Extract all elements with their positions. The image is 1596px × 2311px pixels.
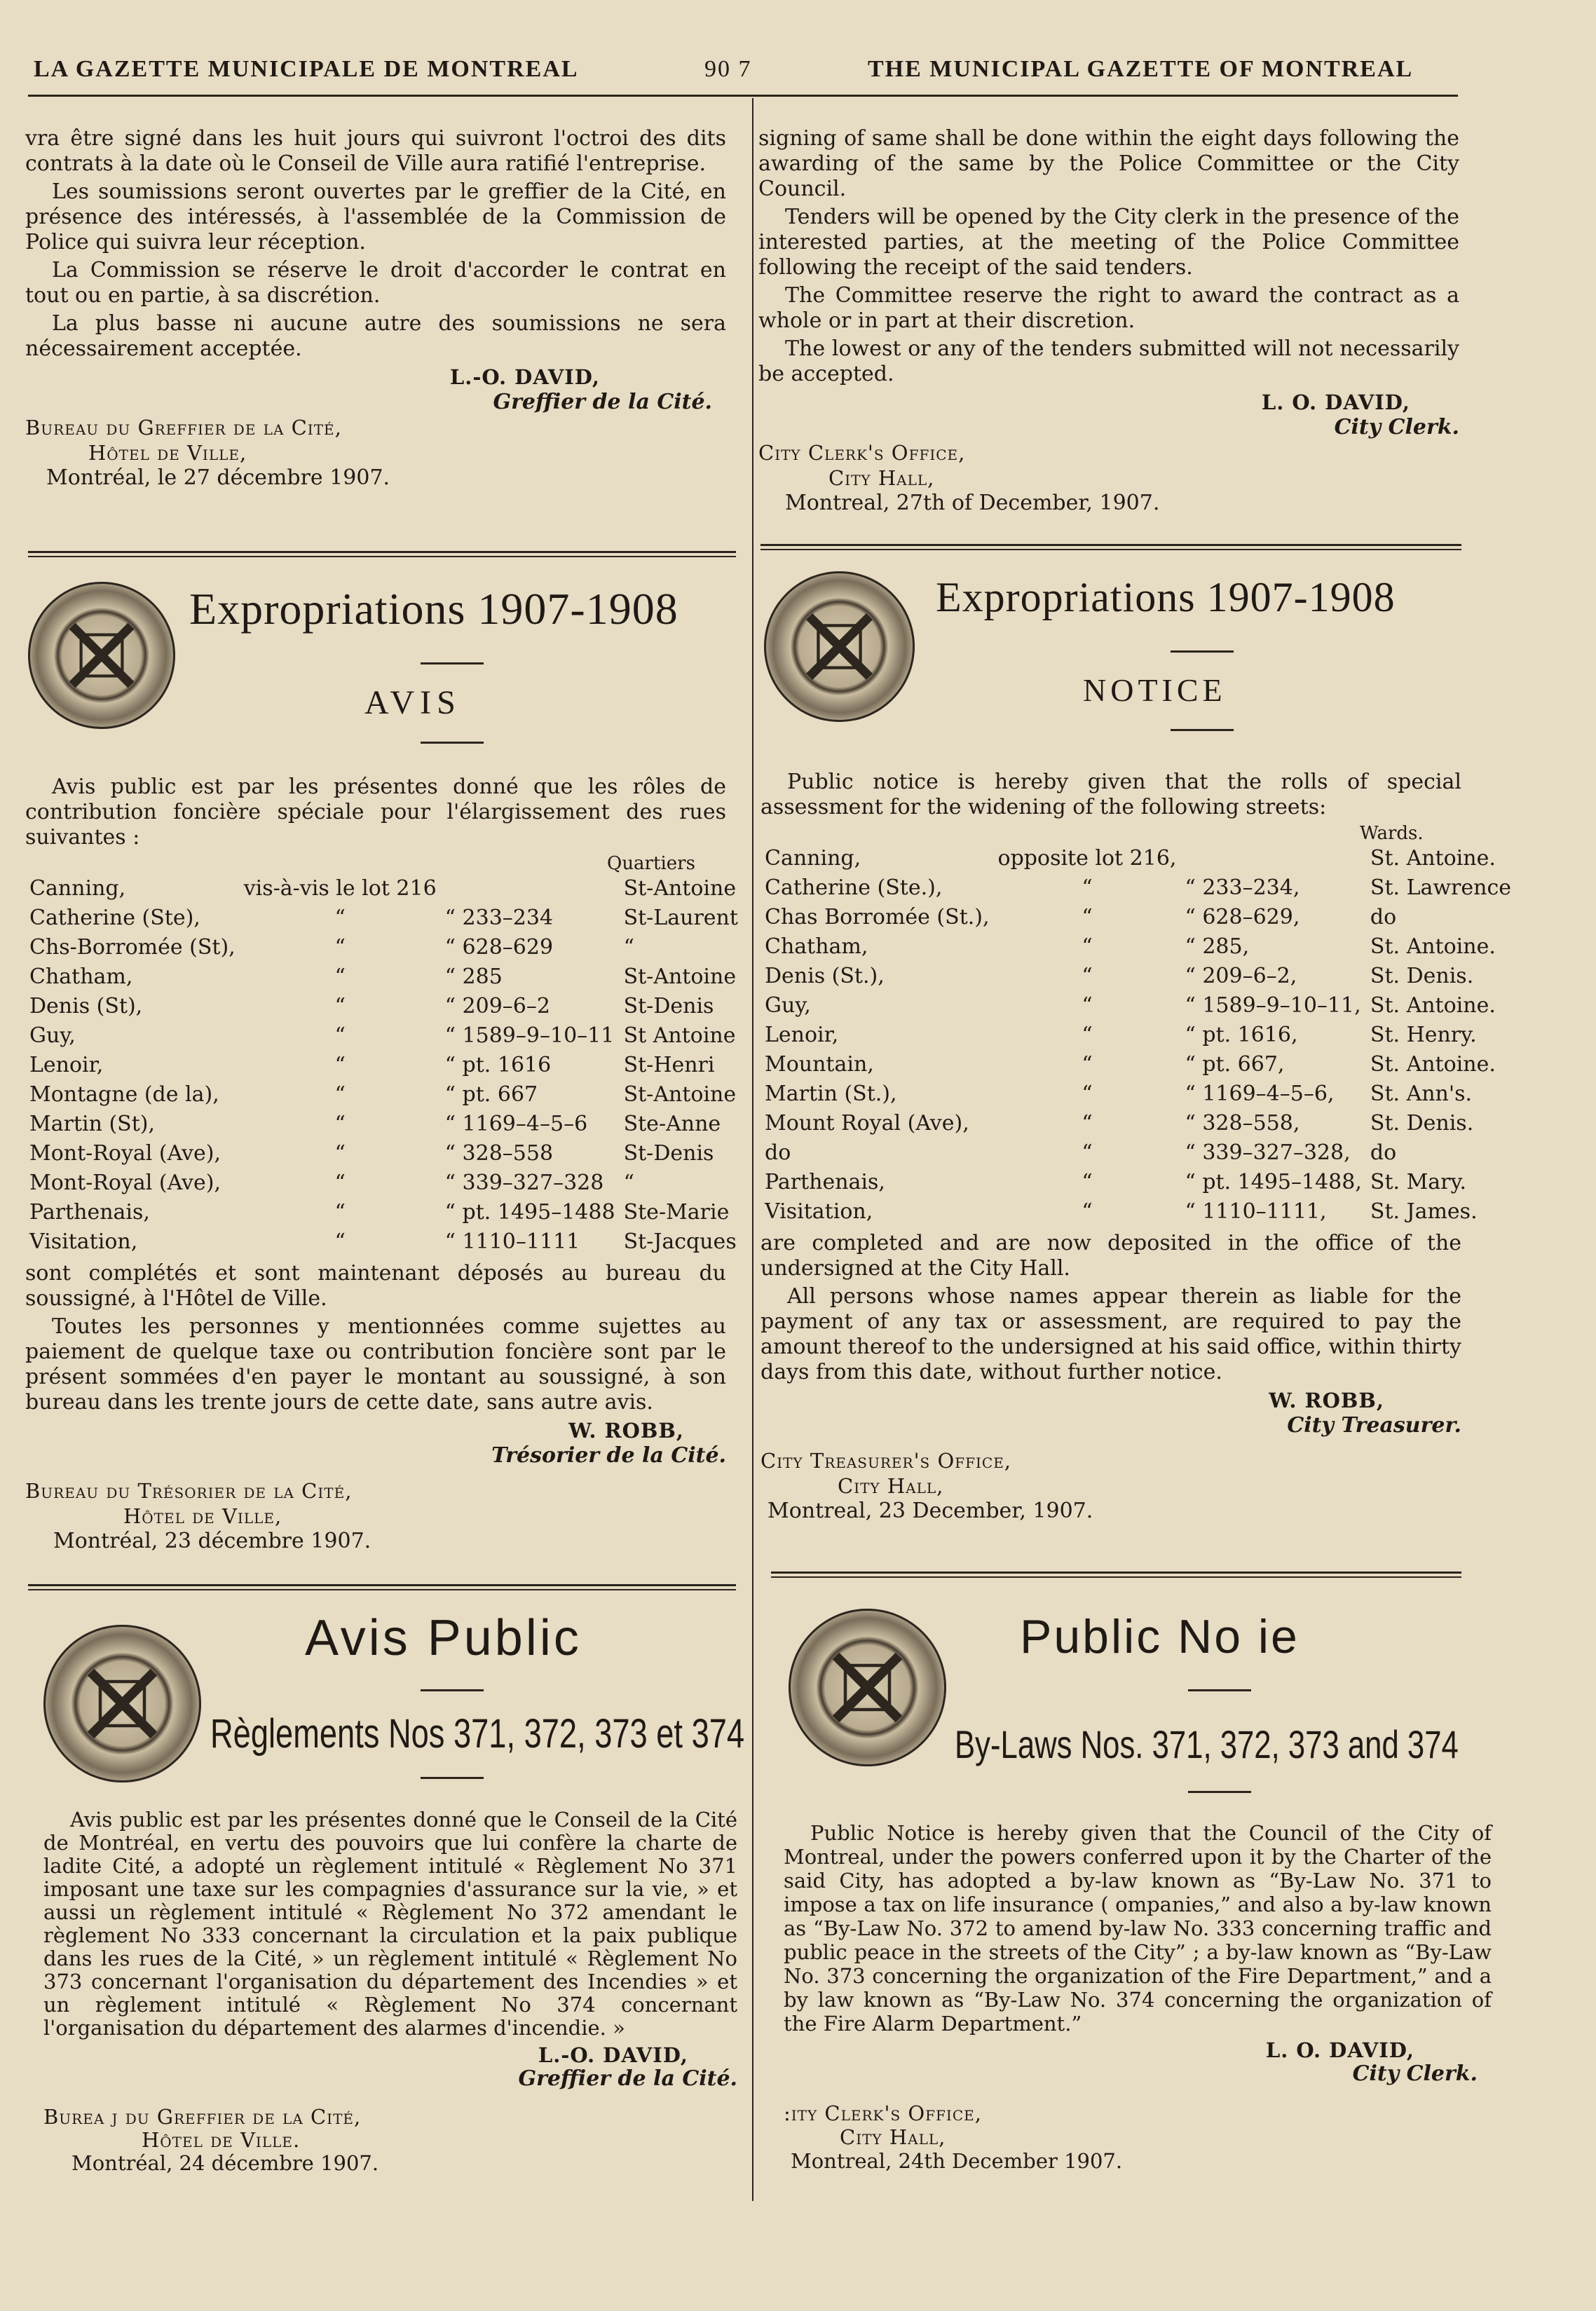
public-notice-subtitle: By-Laws Nos. 371, 372, 373 and 374 — [955, 1722, 1459, 1766]
exp-fr-col-header: Quartiers — [607, 853, 695, 874]
street-row — [25, 1080, 742, 1110]
top-en-p1: signing of same shall be done within the eight days following the awarding of the same by the Police Committee or the City Council. — [758, 126, 1459, 201]
top-fr-office: Bureau du Greffier de la Cité, — [25, 416, 342, 439]
street-ward-cell: St-Antoine — [623, 964, 737, 989]
exp-fr-subtitle-rule — [421, 742, 484, 744]
street-ward-cell: St. Mary. — [1370, 1170, 1467, 1194]
street-b-cell: “ 1169–4–5–6, — [1185, 1082, 1335, 1106]
street-b-cell: “ 1110–1111, — [1185, 1199, 1327, 1224]
avis-public-hall: Hôtel de Ville. — [142, 2128, 301, 2152]
street-row — [761, 932, 1515, 962]
avis-public-notice — [43, 1808, 737, 2175]
top-en-signer: L. O. DAVID, — [1261, 390, 1410, 414]
street-row — [761, 903, 1515, 932]
exp-fr-title-rule — [421, 662, 484, 664]
exp-en-date: Montreal, 23 December, 1907. — [768, 1499, 1093, 1523]
street-row — [761, 991, 1515, 1021]
street-b-cell: “ 328–558 — [444, 1141, 554, 1166]
street-b-cell: “ 1589–9–10–11 — [444, 1023, 615, 1048]
street-street-cell: Visitation, — [765, 1199, 873, 1224]
street-b-cell: “ 328–558, — [1185, 1111, 1300, 1136]
street-ward-cell: St. Denis. — [1370, 964, 1474, 988]
street-b-cell: “ 285 — [444, 964, 503, 989]
street-a-cell: “ — [1082, 1111, 1093, 1136]
street-street-cell: Parthenais, — [29, 1200, 150, 1225]
street-row — [761, 1138, 1515, 1168]
column-divider — [752, 98, 753, 2201]
street-a-cell: “ — [1082, 964, 1093, 988]
exp-en-subtitle: NOTICE — [1083, 672, 1227, 708]
street-street-cell: Canning, — [765, 846, 861, 871]
street-ward-cell: St-Henri — [623, 1053, 715, 1077]
street-b-cell: “ pt. 1616 — [444, 1053, 552, 1077]
street-b-cell: “ 1169–4–5–6 — [444, 1112, 588, 1136]
top-en-signer-title: City Clerk. — [1334, 415, 1459, 439]
exp-en-body — [761, 770, 1512, 1524]
street-street-cell: Mountain, — [765, 1052, 874, 1077]
top-en-date: Montreal, 27th of December, 1907. — [785, 491, 1160, 515]
public-notice-office: :ity Clerk's Office, — [784, 2101, 982, 2125]
street-ward-cell: St-Laurent — [623, 906, 738, 930]
top-fr-notice — [25, 126, 726, 491]
street-ward-cell: St-Denis — [623, 994, 714, 1018]
top-fr-p4: La plus basse ni aucune autre des soumissions ne sera nécessairement acceptée. — [25, 311, 726, 361]
street-street-cell: Parthenais, — [765, 1170, 885, 1194]
street-a-cell: vis-à-vis le lot 216 — [243, 876, 437, 901]
street-street-cell: Mont-Royal (Ave), — [29, 1141, 221, 1166]
street-street-cell: Lenoir, — [29, 1053, 104, 1077]
street-b-cell: “ 628–629 — [444, 935, 554, 960]
exp-fr-body — [25, 775, 738, 1554]
street-row — [25, 1051, 742, 1080]
street-b-cell: “ 285, — [1185, 934, 1250, 959]
street-row — [761, 873, 1515, 903]
avis-public-title: Avis Public — [305, 1610, 582, 1666]
avis-public-subtitle-rule — [421, 1777, 484, 1779]
street-row — [25, 1021, 742, 1051]
street-a-cell: “ — [1082, 993, 1093, 1018]
exp-fr-after1: sont complétés et sont maintenant déposés au bureau du soussigné, à l'Hôtel de Ville. — [25, 1261, 726, 1311]
exp-fr-office: Bureau du Trésorier de la Cité, — [25, 1479, 353, 1503]
street-row — [25, 1198, 742, 1227]
section-rule-fr-2b — [28, 1589, 736, 1590]
street-street-cell: Chatham, — [765, 934, 868, 959]
city-seal-icon — [789, 1609, 946, 1766]
street-ward-cell: St. Antoine. — [1370, 846, 1496, 871]
street-a-cell: “ — [334, 1171, 346, 1195]
street-a-cell: “ — [1082, 934, 1093, 959]
street-a-cell: “ — [334, 935, 346, 960]
street-row — [761, 962, 1515, 991]
exp-en-office: City Treasurer's Office, — [761, 1449, 1012, 1473]
street-ward-cell: St-Antoine — [623, 876, 737, 901]
street-street-cell: Guy, — [765, 993, 811, 1018]
street-a-cell: “ — [334, 1023, 346, 1048]
street-b-cell: “ 1110–1111 — [444, 1229, 580, 1254]
street-street-cell: Montagne (de la), — [29, 1082, 219, 1107]
street-ward-cell: St. Henry. — [1370, 1023, 1477, 1047]
street-a-cell: “ — [334, 964, 346, 989]
street-row — [25, 1110, 742, 1139]
street-a-cell: “ — [334, 994, 346, 1018]
street-street-cell: Martin (St), — [29, 1112, 156, 1136]
street-street-cell: Lenoir, — [765, 1023, 839, 1047]
header-rule — [28, 95, 1458, 97]
section-rule-fr-2 — [28, 1584, 736, 1586]
street-row — [25, 933, 742, 962]
street-b-cell: “ pt. 667 — [444, 1082, 538, 1107]
street-street-cell: Chatham, — [29, 964, 133, 989]
street-ward-cell: St. Antoine. — [1370, 934, 1496, 959]
street-b-cell: “ 339–327–328, — [1185, 1140, 1351, 1165]
street-ward-cell: do — [1370, 905, 1397, 929]
street-b-cell: “ 233–234, — [1185, 875, 1300, 900]
street-a-cell: “ — [1082, 1023, 1093, 1047]
top-fr-signer-title: Greffier de la Cité. — [493, 390, 712, 414]
street-row — [25, 1139, 742, 1168]
top-fr-p2: Les soumissions seront ouvertes par le greffier de la Cité, en présence des intéressés, à l'assemblée de la Commission de Police qui suivra leur réception. — [25, 179, 726, 254]
street-b-cell — [441, 874, 620, 904]
top-en-notice — [758, 126, 1459, 516]
public-notice-body: Public Notice is hereby given that the Council of the City of Montreal, under the powers conferred upon it by the Charter of the said City, has adopted a by-law known as “By-Law No. 371 to impose a tax on life insurance ( ompanies,” and also a by-law known as “By-Law No. 372 to amend by-law No. 333 concerning traffic and public peace in the streets of the City” ; a by-law known as “By-Law No. 373 concerning the organization of the Fire Department,” and a by law known as “By-Law No. 374 concerning the organization of the Fire Alarm Department.” — [784, 1821, 1492, 2036]
section-rule-fr-1 — [28, 551, 736, 553]
page-number: 90 7 — [704, 56, 752, 82]
city-seal-icon — [764, 571, 915, 722]
exp-fr-signer: W. ROBB, — [568, 1419, 684, 1443]
street-a-cell: “ — [334, 1200, 346, 1225]
street-b-cell: “ 628–629, — [1185, 905, 1300, 929]
public-notice-signer: L. O. DAVID, — [1265, 2038, 1414, 2062]
street-ward-cell: St-Denis — [623, 1141, 714, 1166]
street-a-cell: “ — [1082, 875, 1093, 900]
avis-public-office: Burea j du Greffier de la Cité, — [43, 2105, 362, 2129]
avis-public-body: Avis public est par les présentes donné que le Conseil de la Cité de Montréal, en vertu des pouvoirs que lui confère la charte de ladite Cité, a adopté un règlement intitulé « Règlement No 371 imposant une taxe sur les compagnies d'assurance sur la vie, » et aussi un règlement intitulé « Règlement No 372 amendant le règlement No 333 concernant la circulation et la paix publique dans les rues de la Cité, » un règlement intitulé « Règlement No 373 concernant l'organisation du département des Incendies » et un règlement intitulé « Règlement No 374 concernant l'organisation du département des alarmes d'incendie. » — [43, 1808, 737, 2040]
street-street-cell: Chas Borromée (St.), — [765, 905, 990, 929]
city-seal-icon — [43, 1625, 201, 1782]
exp-en-subtitle-rule — [1171, 729, 1234, 731]
top-fr-p1: vra être signé dans les huit jours qui suivront l'octroi des dits contrats à la date où le Conseil de Ville aura ratifié l'entreprise. — [25, 126, 726, 176]
street-a-cell: “ — [334, 1053, 346, 1077]
street-ward-cell: “ — [623, 935, 634, 960]
street-street-cell: Catherine (Ste), — [29, 906, 200, 930]
street-row — [761, 1168, 1515, 1197]
street-street-cell: Denis (St.), — [765, 964, 885, 988]
street-ward-cell: St-Jacques — [623, 1229, 737, 1254]
street-a-cell: “ — [1082, 905, 1093, 929]
section-rule-en-1 — [761, 544, 1461, 546]
street-b-cell: “ 339–327–328 — [444, 1171, 604, 1195]
exp-fr-subtitle: AVIS — [364, 684, 461, 721]
street-street-cell: Mont-Royal (Ave), — [29, 1171, 221, 1195]
section-rule-en-1b — [761, 549, 1461, 550]
exp-en-hall: City Hall, — [838, 1474, 944, 1498]
street-row — [761, 1197, 1515, 1227]
street-ward-cell: St-Antoine — [623, 1082, 737, 1107]
street-ward-cell: St. Denis. — [1370, 1111, 1474, 1136]
exp-en-intro: Public notice is hereby given that the rolls of special assessment for the widening of the following streets: — [761, 770, 1461, 819]
header-left: LA GAZETTE MUNICIPALE DE MONTREAL — [34, 56, 579, 82]
exp-en-street-table — [761, 844, 1515, 1227]
street-b-cell: “ 1589–9–10–11, — [1185, 993, 1361, 1018]
exp-fr-date: Montréal, 23 décembre 1907. — [53, 1529, 371, 1553]
exp-fr-title: Expropriations 1907-1908 — [189, 584, 678, 634]
street-row — [25, 1168, 742, 1198]
street-row — [25, 962, 742, 992]
public-notice-subtitle-rule — [1188, 1791, 1251, 1793]
street-row — [761, 1050, 1515, 1079]
street-a-cell: “ — [334, 1141, 346, 1166]
street-ward-cell: St. Antoine. — [1370, 1052, 1496, 1077]
section-rule-en-2b — [771, 1576, 1461, 1578]
avis-public-date: Montréal, 24 décembre 1907. — [71, 2151, 379, 2175]
exp-fr-hall: Hôtel de Ville, — [123, 1504, 282, 1528]
public-notice-title: Public No ie — [1020, 1610, 1300, 1663]
top-fr-p3: La Commission se réserve le droit d'accorder le contrat en tout ou en partie, à sa discrétion. — [25, 258, 726, 308]
street-street-cell: Visitation, — [29, 1229, 138, 1254]
street-a-cell: “ — [1082, 1082, 1093, 1106]
public-notice-signer-title: City Clerk. — [1352, 2061, 1478, 2086]
street-row — [761, 844, 1515, 873]
street-b-cell — [1180, 844, 1365, 873]
street-a-cell: “ — [334, 1082, 346, 1107]
exp-en-after1: are completed and are now deposited in the office of the undersigned at the City Hall. — [761, 1231, 1461, 1281]
top-en-p4: The lowest or any of the tenders submitted will not necessarily be accepted. — [758, 336, 1459, 386]
exp-fr-after2: Toutes les personnes y mentionnées comme sujettes au paiement de quelque taxe ou contribution foncière sont par le présent sommées d'en payer le montant au soussigné, à son bureau dans les trente jours de cette date, sans autre avis. — [25, 1314, 726, 1414]
street-ward-cell: Ste-Anne — [623, 1112, 721, 1136]
exp-en-signer: W. ROBB, — [1269, 1389, 1384, 1412]
exp-en-title: Expropriations 1907-1908 — [936, 574, 1396, 620]
street-a-cell: “ — [334, 1229, 346, 1254]
street-a-cell: “ — [334, 1112, 346, 1136]
top-en-hall: City Hall, — [828, 466, 935, 490]
public-notice-notice — [784, 1821, 1492, 2173]
street-ward-cell: St Antoine — [623, 1023, 736, 1048]
street-ward-cell: St. James. — [1370, 1199, 1478, 1224]
street-row — [25, 1227, 742, 1257]
top-fr-hall: Hôtel de Ville, — [88, 441, 247, 465]
street-street-cell: Mount Royal (Ave), — [765, 1111, 969, 1136]
street-street-cell: Denis (St), — [29, 994, 143, 1018]
street-a-cell: “ — [1082, 1170, 1093, 1194]
avis-public-signer-title: Greffier de la Cité. — [518, 2066, 737, 2091]
street-street-cell: Martin (St.), — [765, 1082, 897, 1106]
public-notice-title-rule — [1188, 1689, 1251, 1691]
street-ward-cell: St. Lawrence — [1370, 875, 1512, 900]
street-b-cell: “ 233–234 — [444, 906, 554, 930]
street-street-cell: Chs-Borromée (St), — [29, 935, 236, 960]
top-en-p2: Tenders will be opened by the City clerk in the presence of the interested parties, at the meeting of the Police Committee following the receipt of the said tenders. — [758, 205, 1459, 280]
street-row — [25, 904, 742, 933]
top-en-p3: The Committee reserve the right to award the contract as a whole or in part at their discretion. — [758, 283, 1459, 333]
street-b-cell: “ pt. 1495–1488, — [1185, 1170, 1362, 1194]
street-ward-cell: St. Ann's. — [1370, 1082, 1473, 1106]
street-b-cell: “ 209–6–2, — [1185, 964, 1297, 988]
exp-fr-signer-title: Trésorier de la Cité. — [491, 1443, 726, 1468]
exp-en-signer-title: City Treasurer. — [1287, 1413, 1461, 1438]
street-a-cell: “ — [1082, 1052, 1093, 1077]
street-ward-cell: “ — [623, 1171, 634, 1195]
street-row — [761, 1079, 1515, 1109]
street-row — [761, 1109, 1515, 1138]
top-en-office: City Clerk's Office, — [758, 441, 966, 465]
avis-public-signer: L.-O. DAVID, — [538, 2043, 688, 2067]
street-b-cell: “ 209–6–2 — [444, 994, 550, 1018]
street-b-cell: “ pt. 667, — [1185, 1052, 1285, 1077]
avis-public-title-rule — [421, 1689, 484, 1691]
section-rule-en-2 — [771, 1572, 1461, 1574]
street-street-cell: Catherine (Ste.), — [765, 875, 943, 900]
public-notice-hall: City Hall, — [840, 2125, 946, 2149]
avis-public-subtitle: Règlements Nos 371, 372, 373 et 374 — [210, 1711, 745, 1757]
street-a-cell: “ — [334, 906, 346, 930]
street-a-cell: “ — [1082, 1199, 1093, 1224]
street-b-cell: “ pt. 1616, — [1185, 1023, 1298, 1047]
exp-fr-street-table — [25, 874, 742, 1257]
exp-en-after2: All persons whose names appear therein as liable for the payment of any tax or assessment, are required to pay the amount thereof to the undersigned at his said office, within thirty days from this date, without further notice. — [761, 1284, 1461, 1384]
street-street-cell: do — [765, 1140, 791, 1165]
street-row — [25, 992, 742, 1021]
street-row — [25, 874, 742, 904]
exp-fr-intro: Avis public est par les présentes donné que les rôles de contribution foncière spéciale pour l'élargissement des rues suivantes : — [25, 775, 726, 850]
section-rule-fr-1b — [28, 556, 736, 557]
street-b-cell: “ pt. 1495–1488 — [444, 1200, 615, 1225]
street-row — [761, 1021, 1515, 1050]
top-fr-signer: L.-O. DAVID, — [449, 365, 600, 389]
header-right: THE MUNICIPAL GAZETTE OF MONTREAL — [868, 56, 1414, 82]
street-street-cell: Guy, — [29, 1023, 76, 1048]
exp-en-title-rule — [1171, 650, 1234, 653]
city-seal-icon — [28, 582, 175, 729]
street-ward-cell: St. Antoine. — [1370, 993, 1496, 1018]
public-notice-date: Montreal, 24th December 1907. — [791, 2149, 1123, 2173]
top-fr-date: Montréal, le 27 décembre 1907. — [46, 465, 390, 490]
street-a-cell: opposite lot 216, — [997, 846, 1177, 871]
street-street-cell: Canning, — [29, 876, 126, 901]
street-ward-cell: Ste-Marie — [623, 1200, 730, 1225]
street-a-cell: “ — [1082, 1140, 1093, 1165]
exp-en-col-header: Wards. — [1360, 823, 1424, 844]
street-ward-cell: do — [1370, 1140, 1397, 1165]
